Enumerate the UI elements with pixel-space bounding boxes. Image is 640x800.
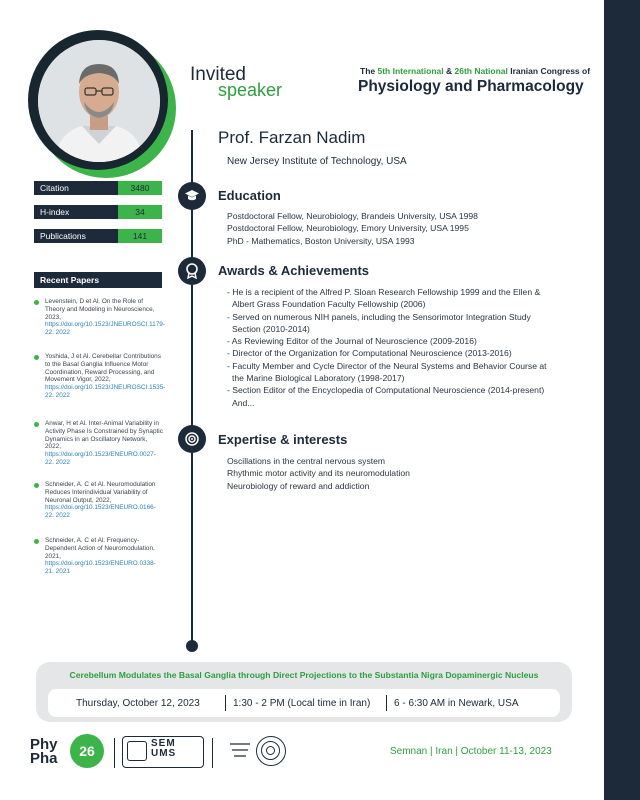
- speaker-portrait-icon: [38, 40, 160, 162]
- award-medal-icon: [178, 257, 206, 285]
- right-edge-bar: [604, 0, 640, 800]
- paper-item: [34, 298, 164, 346]
- university-emblem-icon: [127, 741, 147, 761]
- awards-list: [227, 286, 547, 409]
- bullet-icon: [34, 422, 39, 427]
- bullet-icon: [34, 539, 39, 544]
- awards-line: And...: [232, 397, 255, 408]
- speaker-name: Prof. Farzan Nadim: [218, 128, 366, 147]
- awards-line: - As Reviewing Editor of the Journal of Neuroscience (2009-2016): [227, 336, 477, 347]
- paper-doi-link[interactable]: https://doi.org/10.1523/JNEUROSCI.1535-22. 2022: [45, 384, 166, 399]
- phypha-logo: Phy Pha: [30, 736, 58, 767]
- society-seal-icon: [256, 736, 286, 766]
- paper-doi-link[interactable]: https://doi.org/10.1523/JNEUROSCI.1179-22. 2022: [45, 321, 165, 337]
- speaker-label: speaker: [218, 80, 283, 100]
- invited-label: Invited: [190, 64, 246, 85]
- paper-doi-link[interactable]: https://doi.org/10.1523/ENEURO.0027-22. 2022: [45, 451, 156, 466]
- talk-title: Cerebellum Modulates the Basal Ganglia through Direct Projections to the Substantia Nigra Dopaminergic Nucleus: [69, 670, 539, 680]
- bullet-icon: [34, 355, 39, 360]
- awards-line: - He is a recipient of the Alfred P. Sloan Research Fellowship 1999 and the Ellen &: [227, 287, 541, 297]
- divider: [212, 738, 213, 768]
- graduation-cap-icon: [178, 182, 206, 210]
- awards-line: Albert Grass Foundation Faculty Fellowship (2006): [232, 299, 426, 310]
- stat-value: 141: [118, 229, 162, 243]
- divider: [114, 738, 115, 768]
- paper-item: [34, 420, 164, 476]
- stat-label: Citation: [40, 183, 69, 193]
- awards-line: - Served on numerous NIH panels, including the Sensorimotor Integration Study: [227, 311, 531, 322]
- awards-line: - Director of the Organization for Computational Neuroscience (2013-2016): [227, 348, 512, 359]
- venue-dates: Semnan | Iran | October 11-13, 2023: [390, 746, 552, 757]
- stat-h-index: [34, 205, 162, 219]
- education-list: [227, 210, 478, 247]
- stat-value: 3480: [118, 181, 162, 195]
- divider: [386, 695, 387, 711]
- expertise-item: Neurobiology of reward and addiction: [227, 480, 370, 491]
- awards-line: Section (2010-2014): [232, 323, 310, 334]
- expertise-list: [227, 455, 410, 492]
- semums-logo: SEM UMS: [122, 736, 204, 768]
- recent-papers-header: Recent Papers: [34, 272, 162, 288]
- paper-citation: Levenstein, D et Al. On the Role of Theory and Modeling in Neuroscience, 2023,: [45, 298, 155, 321]
- speaker-photo: [28, 30, 168, 170]
- paper-item: [34, 353, 164, 415]
- expertise-item: Oscillations in the central nervous system: [227, 456, 386, 466]
- education-title: Education: [218, 188, 281, 203]
- paper-citation: Anwar, H et Al. Inter-Animal Variability in Activity Phase Is Constrained by Synaptic Dynamics in an Oscillatory Network, 2022,: [45, 420, 163, 451]
- expertise-item: Rhythmic motor activity and its neuromodulation: [227, 468, 410, 479]
- timeline-end-dot: [186, 640, 198, 652]
- stat-value: 34: [118, 205, 162, 219]
- stat-label: H-index: [40, 207, 70, 217]
- paper-doi-link[interactable]: https://doi.org/10.1523/ENEURO.0338-21. 2021: [45, 560, 156, 576]
- awards-line: - Faculty Member and Cycle Director of the Neural Systems and Behavior Course at: [227, 360, 547, 371]
- bullet-icon: [34, 483, 39, 488]
- expertise-title: Expertise & interests: [218, 432, 348, 447]
- paper-citation: Yoshida, J et Al. Cerebellar Contributions to the Basal Ganglia Influence Motor Coordination, Reward Processing, and Movement Vigor, 2022,: [45, 353, 161, 384]
- bullet-icon: [34, 300, 39, 305]
- paper-citation: Schneider, A. C et Al. Neuromodulation Reduces Interindividual Variability of Neuronal Output, 2022,: [45, 481, 156, 504]
- talk-time-newark: 6 - 6:30 AM in Newark, USA: [394, 698, 519, 709]
- stat-citation: [34, 181, 162, 195]
- awards-title: Awards & Achievements: [218, 263, 370, 278]
- divider: [225, 695, 226, 711]
- talk-date: Thursday, October 12, 2023: [76, 698, 200, 709]
- congress-title: Physiology and Pharmacology: [358, 78, 584, 95]
- congress-subtitle: The 5th International & 26th National Iranian Congress of: [360, 66, 591, 76]
- paper-citation: Schneider, A. C et Al. Frequency-Dependent Action of Neuromodulation, 2021,: [45, 537, 155, 560]
- education-item: Postdoctoral Fellow, Neurobiology, Emory University, USA 1995: [227, 223, 469, 234]
- talk-time-iran: 1:30 - 2 PM (Local time in Iran): [233, 698, 371, 709]
- education-item: PhD - Mathematics, Boston University, USA 1993: [227, 235, 415, 246]
- paper-item: [34, 537, 164, 581]
- awards-line: the Marine Biological Laboratory (1998-2017): [232, 373, 405, 384]
- stat-label: Publications: [40, 231, 86, 241]
- paper-doi-link[interactable]: https://doi.org/10.1523/ENEURO.0166-22. 2022: [45, 504, 156, 520]
- paper-item: [34, 481, 164, 529]
- education-item: Postdoctoral Fellow, Neurobiology, Brandeis University, USA 1998: [227, 211, 478, 221]
- awards-line: - Section Editor of the Encyclopedia of Computational Neuroscience (2014-present): [227, 385, 545, 396]
- stat-publications: [34, 229, 162, 243]
- target-icon: [178, 425, 206, 453]
- speaker-institution: New Jersey Institute of Technology, USA: [227, 156, 407, 167]
- congress-26-logo: 26: [70, 734, 104, 768]
- society-logo-text: [226, 740, 252, 765]
